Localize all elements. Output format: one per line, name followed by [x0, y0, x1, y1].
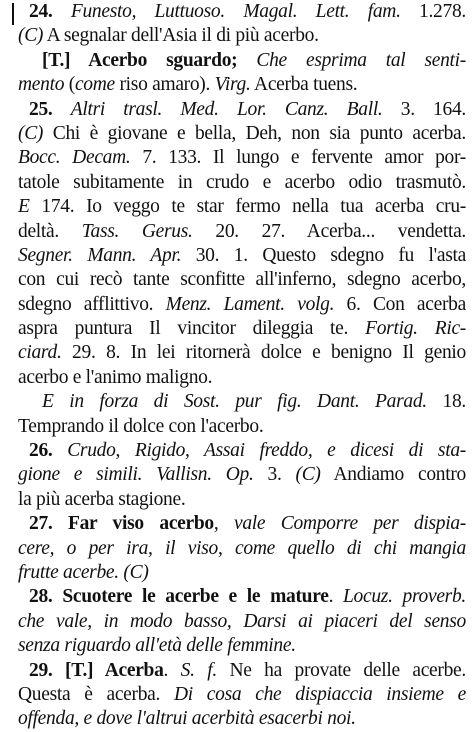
text-segment: E: [18, 196, 30, 218]
text-segment: gione e simili. Vallisn. Op.: [18, 464, 254, 486]
text-line: [18, 49, 466, 73]
text-segment: senza riguardo all'età delle femmine.: [18, 635, 296, 657]
text-line: [18, 537, 466, 561]
text-segment: Menz. Lament. volg.: [165, 293, 335, 315]
text-line: [18, 561, 466, 585]
text-segment: Altri trasl. Med. Lor. Canz. Ball.: [70, 98, 383, 120]
text-segment: A segnalar dell'Asia il di più acerbo.: [43, 25, 319, 47]
text-segment: deltà.: [18, 220, 82, 242]
text-segment: Che esprima tal senti-: [237, 49, 466, 71]
text-line: [18, 585, 466, 609]
text-line: [18, 171, 466, 195]
text-segment: aspra puntura Il vincitor dileggia te.: [18, 318, 366, 340]
text-line: [18, 488, 466, 512]
text-segment: Temprando il dolce con l'acerbo.: [18, 415, 264, 437]
text-segment: 174. Io veggo te star fermo nella tua acerba cru-: [29, 196, 466, 218]
text-line: [18, 415, 466, 439]
text-segment: (C): [18, 25, 44, 47]
text-segment: Questa è acerba.: [18, 683, 174, 705]
text-line: [18, 122, 466, 146]
text-segment: 28. Scuotere le acerbe e le mature: [29, 586, 329, 608]
text-segment: 20. 27. Acerba... vendetta.: [192, 220, 467, 242]
text-segment: Ne ha provate delle acerbe.: [216, 659, 466, 681]
text-segment: Di cosa che dispiaccia insieme e: [174, 683, 466, 705]
text-line: [18, 683, 466, 707]
text-line: [18, 341, 466, 365]
text-segment: 29. 8. In lei ritornerà dolce e benigno Il genio: [61, 342, 466, 364]
text-line: [18, 659, 466, 683]
text-line: [18, 707, 466, 731]
text-segment: Andiamo contro: [320, 464, 466, 486]
text-segment: [T.] Acerbo sguardo;: [42, 49, 238, 71]
text-segment: mento: [18, 74, 65, 96]
text-segment: vale Comporre per dispia-: [233, 513, 466, 535]
text-segment: Virg.: [214, 74, 251, 96]
margin-bar: [12, 3, 14, 25]
text-segment: ,: [213, 513, 234, 535]
text-line: [18, 390, 466, 414]
text-line: [18, 195, 466, 219]
text-line: [18, 0, 466, 24]
text-line: [18, 610, 466, 634]
text-segment: 24.: [29, 1, 71, 22]
text-line: [18, 293, 466, 317]
text-line: [18, 366, 466, 390]
text-segment: (: [64, 74, 75, 96]
text-segment: .: [328, 586, 343, 608]
text-segment: 29. [T.] Acerba: [29, 659, 164, 681]
text-segment: cere, o per ira, il viso, come quello di chi mangia: [18, 537, 466, 559]
text-segment: 30. 1. Questo sdegno fu l'asta: [181, 244, 466, 266]
text-line: [18, 73, 466, 97]
text-segment: acerbo e l'animo maligno.: [18, 366, 213, 388]
text-line: [18, 634, 466, 658]
text-segment: che vale, in modo basso, Darsi ai piaceri del senso: [18, 610, 466, 632]
text-segment: Funesto, Luttuoso. Magal. Lett. fam.: [70, 1, 401, 22]
text-line: [18, 317, 466, 341]
text-segment: 25.: [29, 98, 71, 120]
text-line: [18, 244, 466, 268]
text-line: [18, 439, 466, 463]
text-segment: tatole subitamente in crudo e acerbo odio trasmutò.: [18, 171, 466, 193]
text-segment: Acerba tuens.: [250, 74, 358, 96]
text-segment: 3. 164.: [382, 98, 466, 120]
text-segment: Chi è giovane e bella, Deh, non sia punto acerba.: [43, 122, 466, 144]
text-segment: con cui recò tante sconfitte all'inferno, sdegno acerbo,: [18, 269, 466, 291]
text-line: [18, 268, 466, 292]
text-segment: sdegno afflittivo.: [18, 293, 166, 315]
text-segment: 26.: [29, 440, 68, 462]
text-segment: (C): [295, 464, 321, 486]
text-segment: frutte acerbe. (C): [18, 561, 149, 583]
dictionary-text: [18, 0, 466, 732]
text-line: [18, 24, 466, 48]
text-segment: Segner. Mann. Apr.: [18, 244, 182, 266]
text-segment: (C): [18, 122, 44, 144]
text-line: [18, 463, 466, 487]
text-segment: 18.: [426, 391, 466, 413]
text-segment: E in forza di Sost. pur fig. Dant. Parad.: [42, 391, 427, 413]
text-segment: Tass. Gerus.: [81, 220, 193, 242]
text-segment: riso amaro).: [114, 74, 215, 96]
text-segment: Crudo, Rigido, Assai freddo, e dicesi di sta-: [67, 440, 466, 462]
text-segment: come: [74, 74, 115, 96]
text-segment: offenda, e dove l'altrui acerbità esacerbi noi.: [18, 708, 356, 730]
text-segment: 27. Far viso acerbo: [29, 513, 214, 535]
text-segment: Fortig. Ric-: [365, 318, 466, 340]
text-line: [18, 98, 466, 122]
text-segment: ciard.: [18, 342, 62, 364]
text-segment: la più acerba stagione.: [18, 488, 186, 510]
text-segment: 7. 133. Il lungo e fervente amor por-: [130, 147, 466, 169]
text-segment: Bocc. Decam.: [18, 147, 131, 169]
text-segment: S. f.: [180, 659, 217, 681]
text-line: [18, 220, 466, 244]
text-segment: 3.: [253, 464, 296, 486]
text-segment: 1.278.: [400, 1, 466, 22]
text-segment: Locuz. proverb.: [342, 586, 466, 608]
text-line: [18, 512, 466, 536]
text-line: [18, 146, 466, 170]
text-segment: 6. Con acerba: [334, 293, 466, 315]
text-segment: .: [163, 659, 181, 681]
